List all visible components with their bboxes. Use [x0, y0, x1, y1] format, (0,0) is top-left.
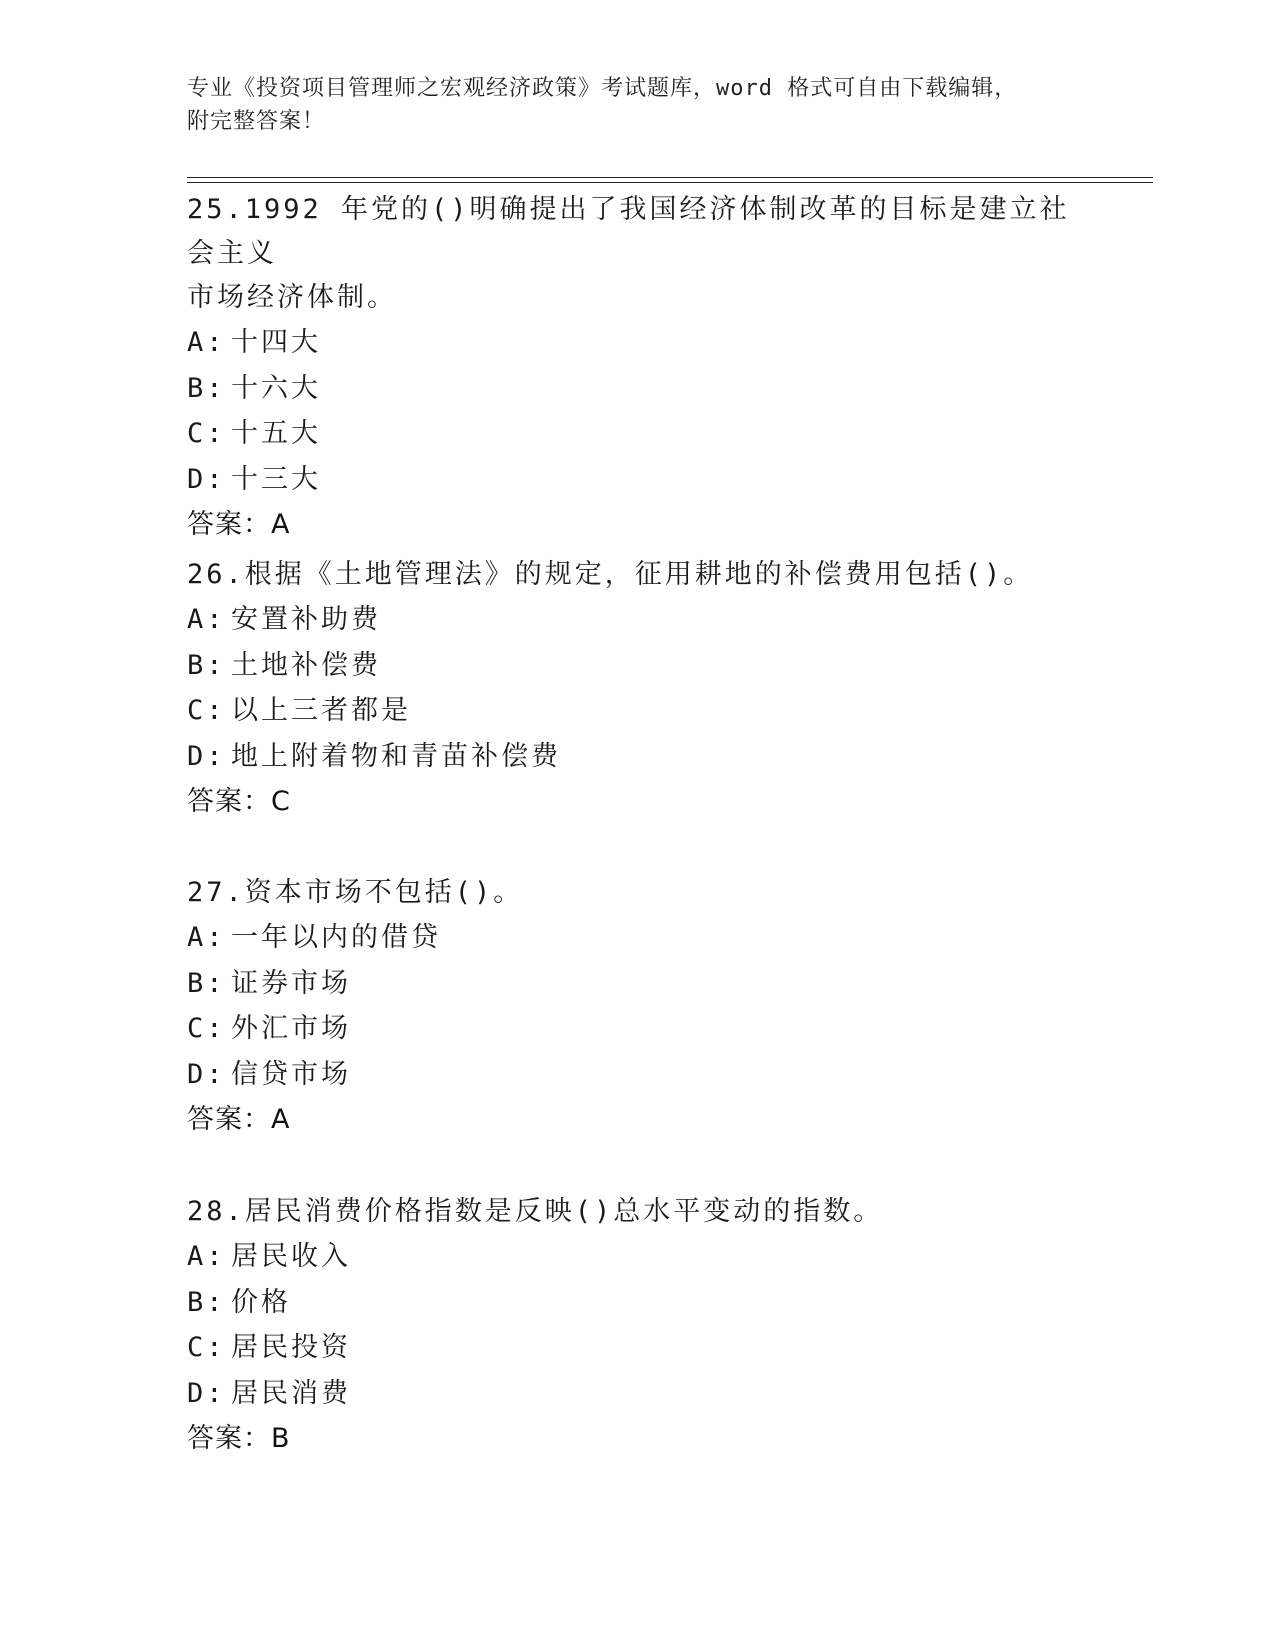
option-letter: D: [187, 740, 226, 772]
option-text: 以上三者都是 [231, 695, 411, 726]
option-d [187, 457, 1087, 503]
option-letter: A: [187, 1241, 226, 1272]
option-d [187, 734, 1087, 780]
option-letter: C: [187, 418, 226, 449]
question-stem: 28.居民消费价格指数是反映()总水平变动的指数。 [187, 1196, 884, 1227]
option-text: 居民消费 [231, 1377, 351, 1409]
option-text: 十六大 [231, 372, 321, 404]
option-text: 证券市场 [231, 967, 351, 999]
option-c [187, 688, 1087, 734]
option-letter: C: [187, 695, 226, 726]
question-25 [187, 188, 1087, 548]
option-d [187, 1052, 1087, 1098]
question-stem-continued: 市场经济体制。 [187, 282, 397, 313]
option-text: 价格 [231, 1286, 291, 1318]
answer: 答案：C [187, 786, 291, 817]
option-letter: A: [187, 922, 226, 953]
option-letter: B: [187, 967, 226, 999]
option-text: 十五大 [231, 418, 321, 449]
option-text: 安置补助费 [231, 604, 381, 635]
header-line-2: 附完整答案！ [187, 109, 326, 134]
question-stem: 25.1992 年党的()明确提出了我国经济体制改革的目标是建立社会主义 [187, 194, 1070, 269]
option-a [187, 1234, 1087, 1280]
option-letter: D: [187, 1058, 226, 1090]
option-a [187, 597, 1087, 643]
option-a [187, 320, 1087, 366]
option-text: 十四大 [231, 327, 321, 358]
option-letter: B: [187, 372, 226, 404]
option-text: 信贷市场 [231, 1058, 351, 1090]
option-c [187, 1006, 1087, 1052]
option-text: 一年以内的借贷 [231, 922, 441, 953]
option-text: 地上附着物和青苗补偿费 [231, 740, 561, 772]
document-header [187, 72, 1087, 138]
option-letter: A: [187, 327, 226, 358]
option-letter: C: [187, 1013, 226, 1044]
question-stem: 26.根据《土地管理法》的规定，征用耕地的补偿费用包括()。 [187, 559, 1034, 590]
option-letter: B: [187, 1286, 226, 1318]
option-b [187, 366, 1087, 412]
option-b [187, 1280, 1087, 1326]
option-a [187, 915, 1087, 961]
option-b [187, 643, 1087, 689]
option-text: 土地补偿费 [231, 649, 381, 681]
answer: 答案：A [187, 1104, 291, 1135]
option-letter: A: [187, 604, 226, 635]
option-c [187, 1325, 1087, 1371]
option-b [187, 961, 1087, 1007]
answer: 答案：B [187, 1423, 291, 1454]
option-c [187, 411, 1087, 457]
option-letter: D: [187, 1377, 226, 1409]
option-text: 居民收入 [231, 1241, 351, 1272]
option-letter: B: [187, 649, 226, 681]
header-divider-bottom [187, 182, 1153, 183]
option-text: 外汇市场 [231, 1013, 351, 1044]
header-line-1: 专业《投资项目管理师之宏观经济政策》考试题库，word 格式可自由下载编辑， [187, 76, 1018, 101]
question-28 [187, 1190, 1087, 1462]
answer: 答案：A [187, 509, 291, 540]
option-text: 十三大 [231, 463, 321, 495]
option-letter: C: [187, 1332, 226, 1363]
question-27 [187, 871, 1087, 1143]
question-stem: 27.资本市场不包括()。 [187, 877, 524, 908]
option-letter: D: [187, 463, 226, 495]
option-text: 居民投资 [231, 1332, 351, 1363]
header-divider-top [187, 177, 1153, 178]
option-d [187, 1371, 1087, 1417]
question-26 [187, 553, 1087, 825]
